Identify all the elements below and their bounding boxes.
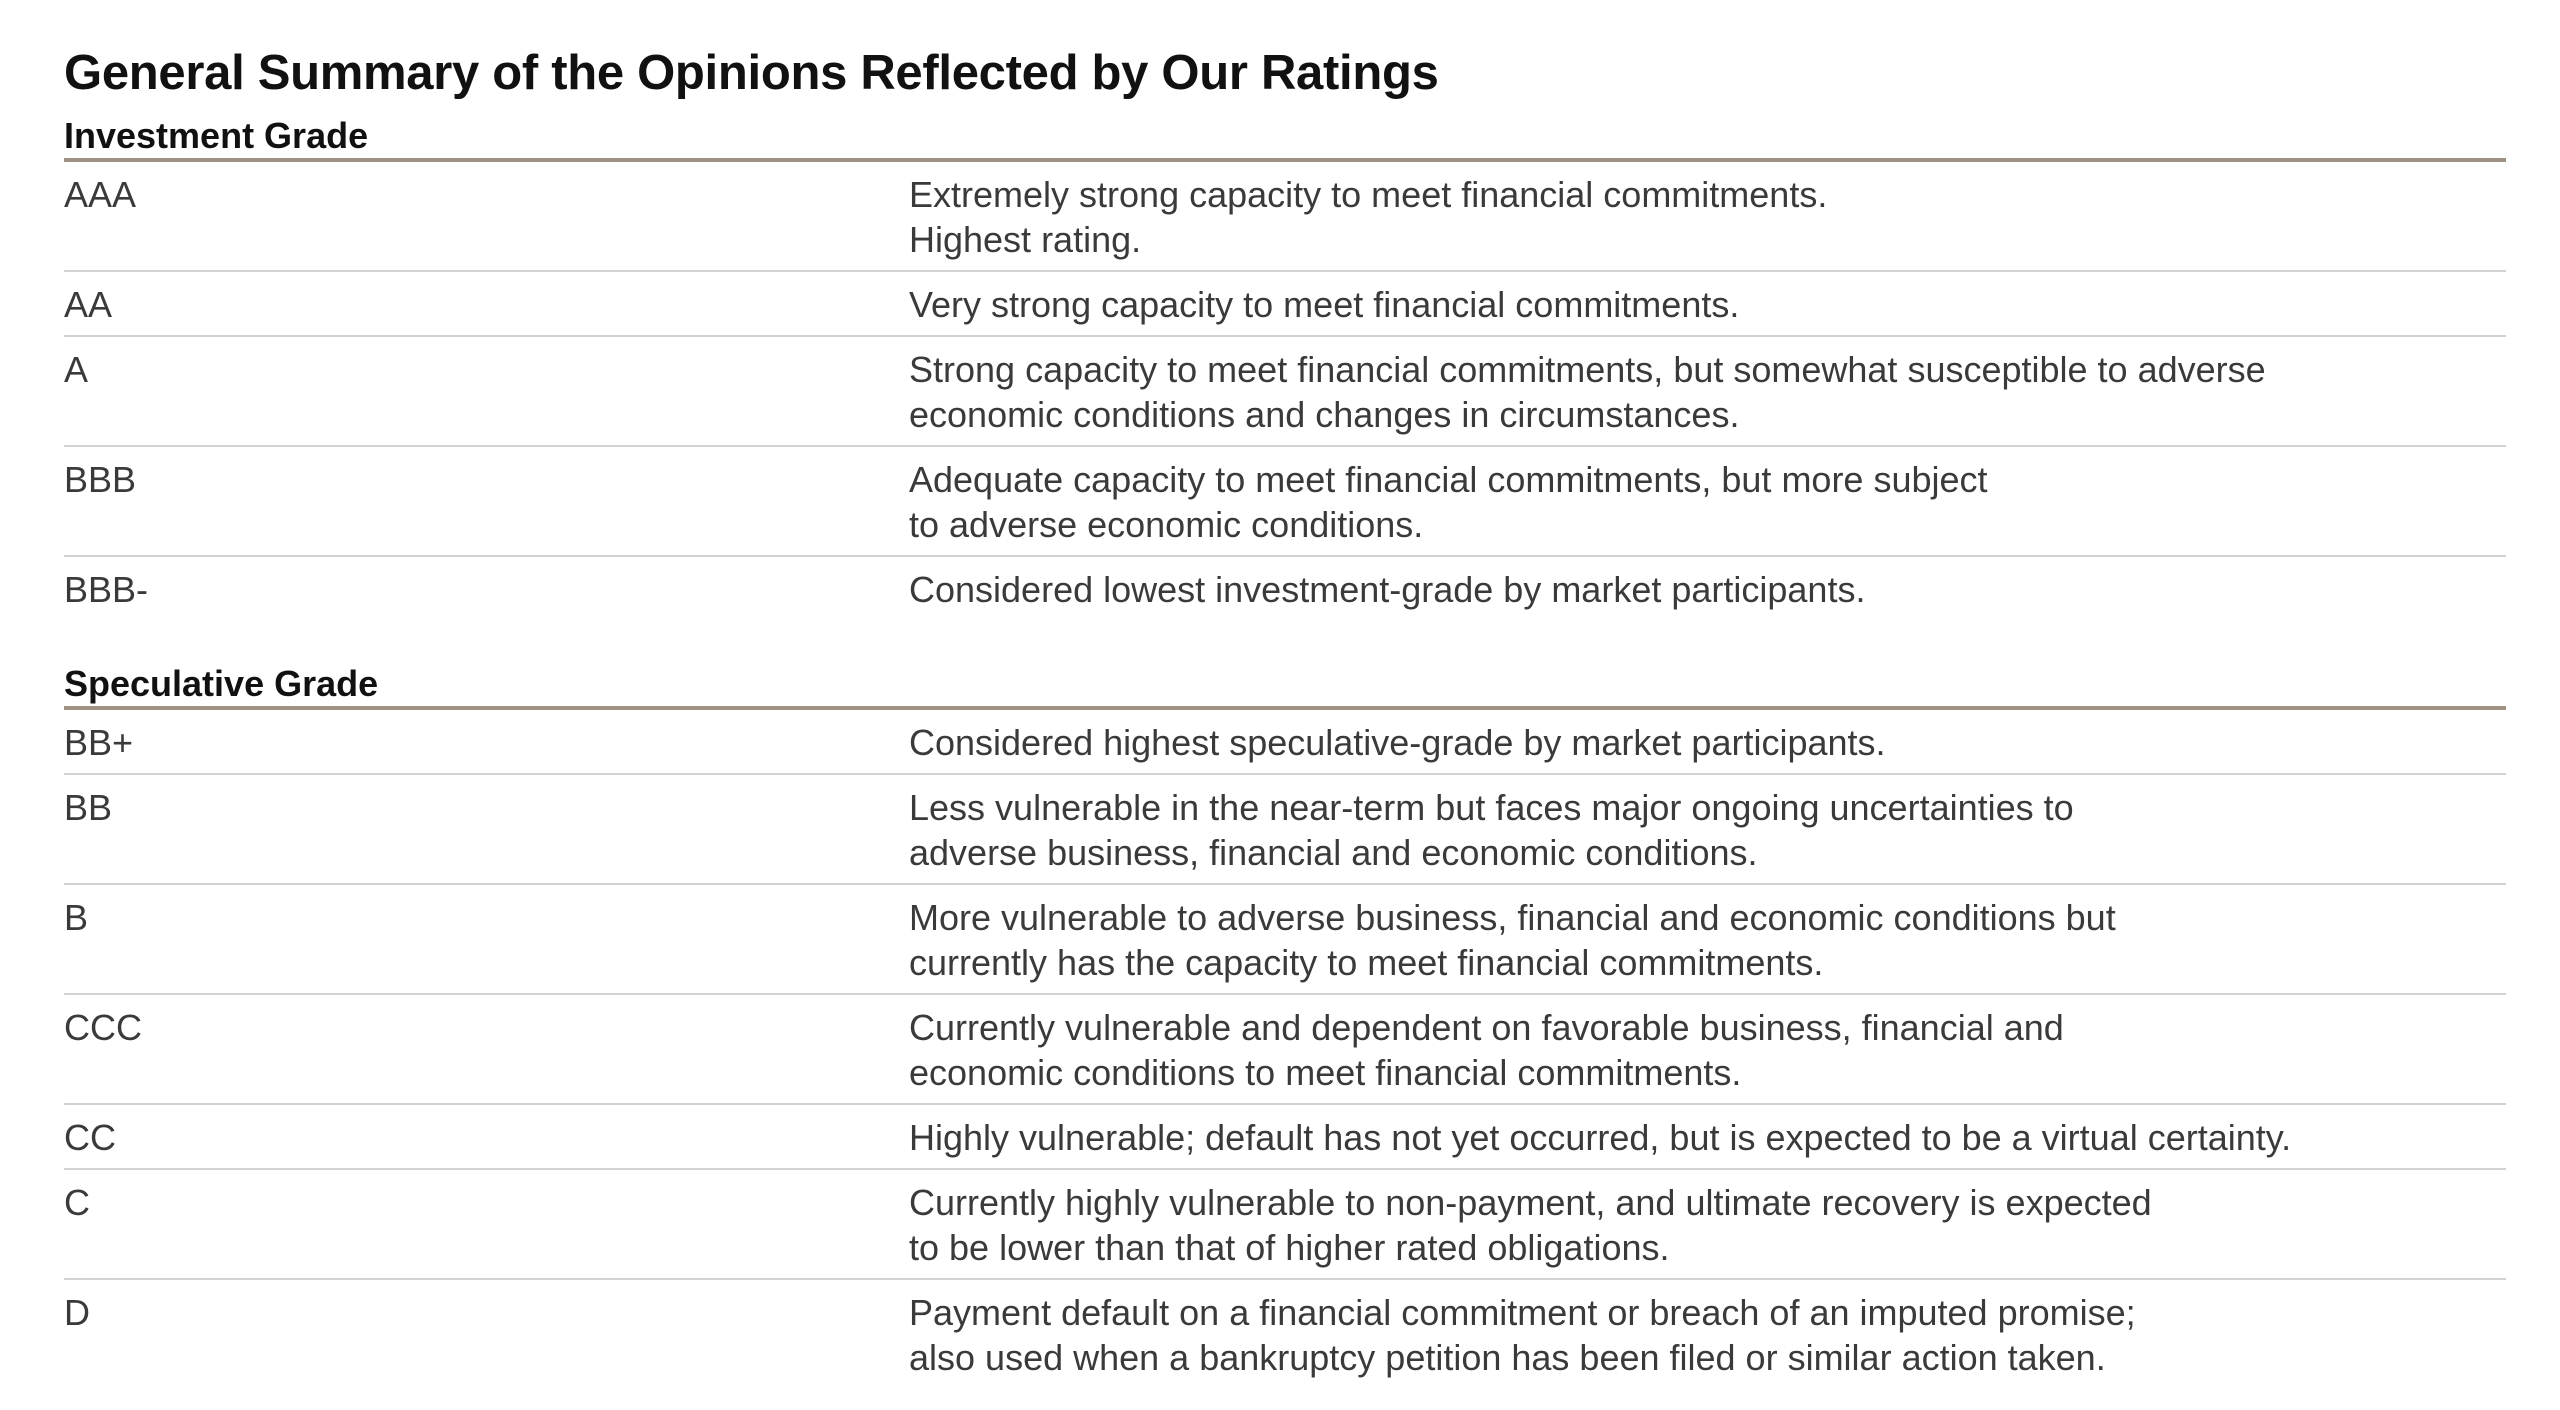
rating-row	[64, 337, 2506, 447]
rating-description-line: Very strong capacity to meet financial commitments.	[909, 284, 1740, 325]
rating-description-line: economic conditions and changes in circumstances.	[909, 394, 1740, 435]
rating-row	[64, 1105, 2506, 1170]
rating-description-line: economic conditions to meet financial commitments.	[909, 1052, 1742, 1093]
ratings-table-investment-grade	[64, 162, 2506, 620]
section-heading-investment-grade: Investment Grade	[64, 106, 2506, 162]
rating-description-line: also used when a bankruptcy petition has been filed or similar action taken.	[909, 1337, 2106, 1378]
rating-code: BBB-	[64, 569, 149, 610]
rating-code: BB+	[64, 722, 134, 763]
rating-description	[909, 1280, 2506, 1388]
rating-description-line: Highest rating.	[909, 219, 1142, 260]
rating-row	[64, 710, 2506, 775]
rating-description-line: Payment default on a financial commitment or breach of an imputed promise;	[909, 1292, 2136, 1333]
rating-description	[909, 1170, 2506, 1278]
ratings-summary-document	[64, 40, 2506, 1388]
rating-code: CC	[64, 1117, 116, 1158]
rating-description-line: Adequate capacity to meet financial commitments, but more subject	[909, 459, 1988, 500]
rating-description	[909, 337, 2506, 445]
rating-description-line: Currently highly vulnerable to non-payment, and ultimate recovery is expected	[909, 1182, 2152, 1223]
ratings-table-speculative-grade	[64, 710, 2506, 1388]
rating-description-line: More vulnerable to adverse business, financial and economic conditions but	[909, 897, 2116, 938]
rating-description-line: Considered lowest investment-grade by market participants.	[909, 569, 1866, 610]
rating-description	[909, 995, 2506, 1103]
rating-description	[909, 447, 2506, 555]
rating-code: D	[64, 1292, 90, 1333]
rating-code: BB	[64, 787, 113, 828]
rating-code: C	[64, 1182, 90, 1223]
rating-description-line: Considered highest speculative-grade by market participants.	[909, 722, 1886, 763]
rating-row	[64, 885, 2506, 995]
rating-description	[909, 162, 2506, 270]
rating-description-line: Strong capacity to meet financial commitments, but somewhat susceptible to adverse	[909, 349, 2266, 390]
rating-row	[64, 272, 2506, 337]
rating-description	[909, 1105, 2506, 1168]
rating-code: AA	[64, 284, 113, 325]
rating-row	[64, 447, 2506, 557]
rating-description-line: Extremely strong capacity to meet financial commitments.	[909, 174, 1828, 215]
rating-description-line: Highly vulnerable; default has not yet occurred, but is expected to be a virtual certainty.	[909, 1117, 2292, 1158]
section-investment-grade	[64, 106, 2506, 620]
rating-description-line: currently has the capacity to meet financial commitments.	[909, 942, 1824, 983]
rating-code: A	[64, 349, 89, 390]
rating-description-line: to adverse economic conditions.	[909, 504, 1424, 545]
rating-description	[909, 710, 2506, 773]
rating-row	[64, 775, 2506, 885]
rating-row	[64, 995, 2506, 1105]
rating-description-line: Currently vulnerable and dependent on favorable business, financial and	[909, 1007, 2064, 1048]
rating-description	[909, 775, 2506, 883]
rating-row	[64, 557, 2506, 620]
rating-description-line: to be lower than that of higher rated obligations.	[909, 1227, 1670, 1268]
rating-code: AAA	[64, 174, 137, 215]
rating-description-line: Less vulnerable in the near-term but faces major ongoing uncertainties to	[909, 787, 2074, 828]
rating-code: CCC	[64, 1007, 142, 1048]
rating-description	[909, 885, 2506, 993]
rating-row	[64, 1280, 2506, 1388]
rating-description-line: adverse business, financial and economic conditions.	[909, 832, 1758, 873]
rating-row	[64, 1170, 2506, 1280]
section-heading-speculative-grade: Speculative Grade	[64, 654, 2506, 710]
rating-row	[64, 162, 2506, 272]
rating-code: B	[64, 897, 89, 938]
rating-description	[909, 557, 2506, 620]
section-speculative-grade	[64, 654, 2506, 1388]
rating-code: BBB	[64, 459, 137, 500]
page-title: General Summary of the Opinions Reflected by Our Ratings	[64, 46, 1439, 100]
rating-description	[909, 272, 2506, 335]
